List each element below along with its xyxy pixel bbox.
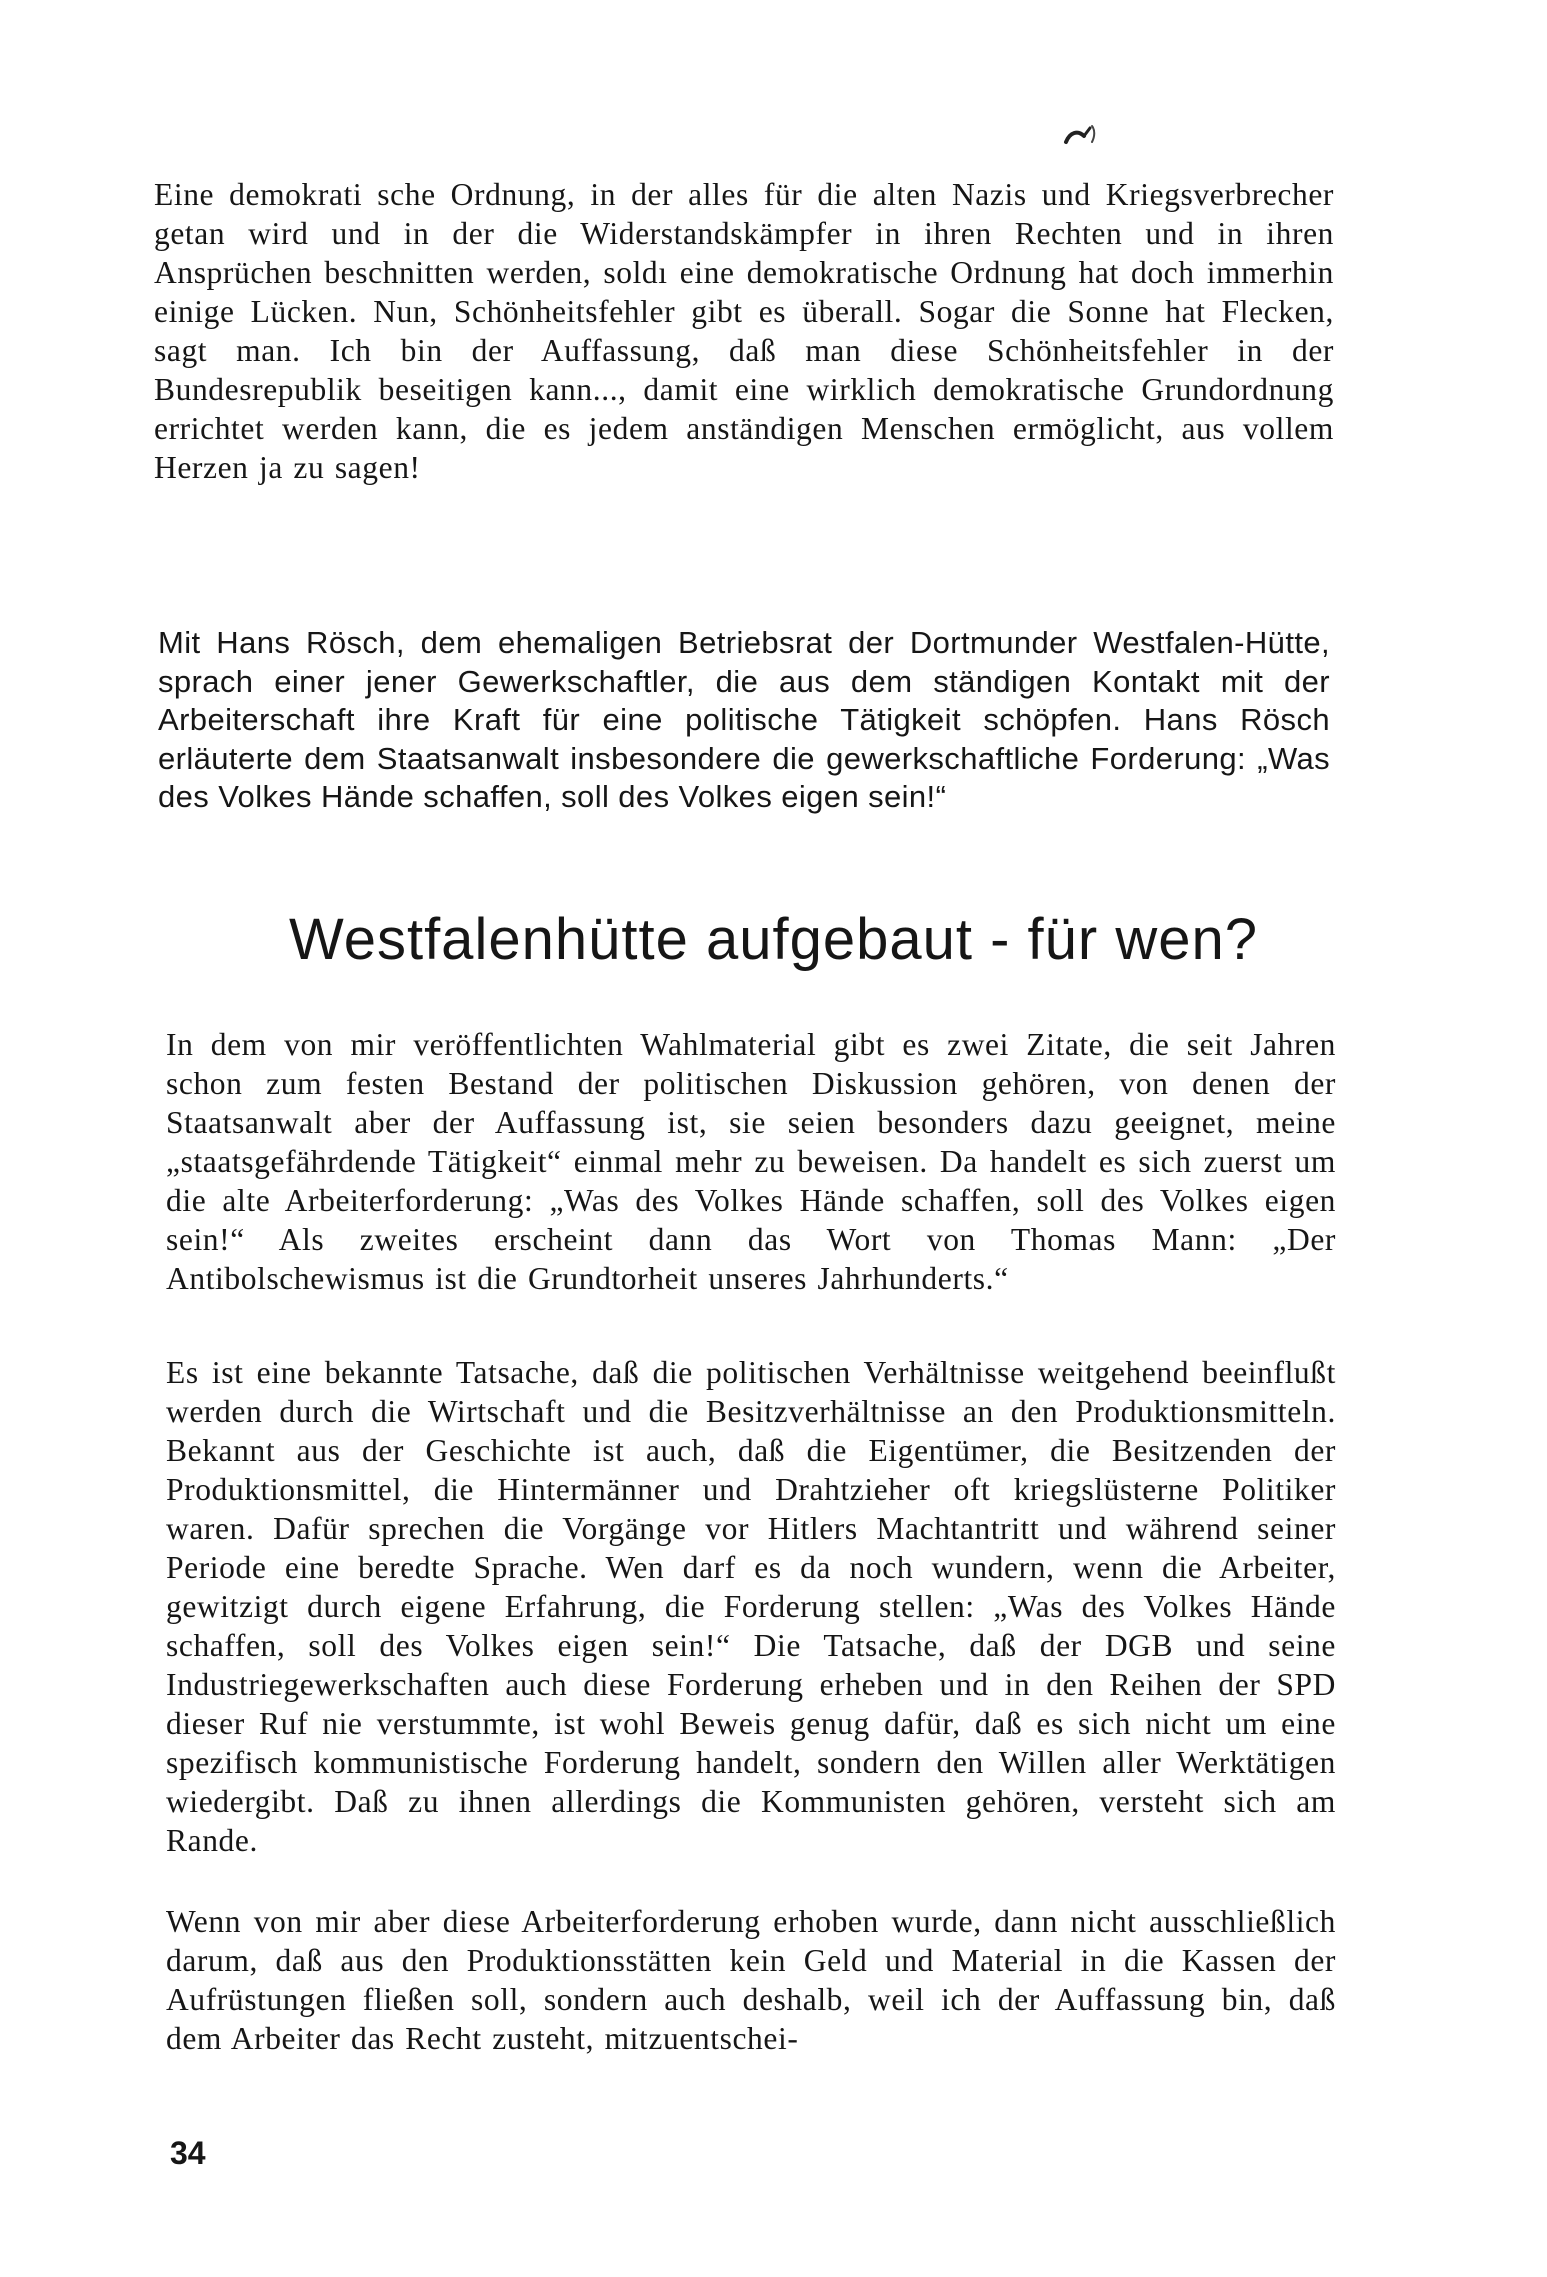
paragraph-wahlmaterial: In dem von mir veröffentlichten Wahlmaterial gibt es zwei Zitate, die seit Jahren schon zum festen Bestand der politischen Diskussion gehören, von denen der Staatsanwalt aber der Auffassung ist, sie seien besonders dazu geeignet, meine „staatsgefährdende Tätigkeit“ einmal mehr zu beweisen. Da handelt es sich zuerst um die alte Arbeiterforderung: „Was des Volkes Hände schaffen, soll des Volkes eigen sein!“ Als zweites erscheint dann das Wort von Thomas Mann: „Der Antibolschewismus ist die Grundtorheit unseres Jahrhunderts.“ [166,1027,1336,1296]
pen-mark-icon [1062,120,1102,150]
paragraph-roesch: Mit Hans Rösch, dem ehemaligen Betriebsrat der Dortmunder Westfalen-Hütte, sprach einer jener Gewerkschaftler, die aus dem ständigen Kontakt mit der Arbeiterschaft ihre Kraft für eine politische Tätigkeit schöpfen. Hans Rösch erläuterte dem Staatsanwalt insbesondere die gewerkschaftliche Forderung: „Was des Volkes Hände schaffen, soll des Volkes eigen sein!“ [158,625,1330,814]
page-number: 34 [170,2135,206,2171]
paragraph-intro: Eine demokrati sche Ordnung, in der alles für die alten Nazis und Kriegsverbrecher getan wird und in der die Widerstandskämpfer in ihren Rechten und in ihren Ansprüchen beschnitten werden, soldı eine demokratische Ordnung hat doch immerhin einige Lücken. Nun, Schönheitsfehler gibt es überall. Sogar die Sonne hat Flecken, sagt man. Ich bin der Auffassung, daß man diese Schönheitsfehler in der Bundesrepublik beseitigen kann..., damit eine wirklich demokratische Grundordnung errichtet werden kann, die es jedem anständigen Menschen ermöglicht, aus vollem Herzen ja zu sagen! [154,177,1334,485]
section-heading: Westfalenhütte aufgebaut - für wen? [289,907,1258,972]
paragraph-arbeiterforderung: Wenn von mir aber diese Arbeiterforderung erhoben wurde, dann nicht ausschließlich darum, daß aus den Produktionsstätten kein Geld und Material in die Kassen der Aufrüstungen fließen soll, sondern auch deshalb, weil ich der Auffassung bin, daß dem Arbeiter das Recht zusteht, mitzuentschei- [166,1904,1336,2056]
paragraph-tatsache: Es ist eine bekannte Tatsache, daß die politischen Verhältnisse weitgehend beeinflußt werden durch die Wirtschaft und die Besitzverhältnisse an den Produktionsmitteln. Bekannt aus der Geschichte ist auch, daß die Eigentümer, die Besitzenden der Produktionsmittel, die Hintermänner und Drahtzieher oft kriegslüsterne Politiker waren. Dafür sprechen die Vorgänge vor Hitlers Machtantritt und während seiner Periode eine beredte Sprache. Wen darf es da noch wundern, wenn die Arbeiter, gewitzigt durch eigene Erfahrung, die Forderung stellen: „Was des Volkes Hände schaffen, soll des Volkes eigen sein!“ Die Tatsache, daß der DGB und seine Industriegewerkschaften auch diese Forderung erheben und in den Reihen der SPD dieser Ruf nie verstummte, ist wohl Beweis genug dafür, daß es sich nicht um eine spezifisch kommunistische Forderung handelt, sondern den Willen aller Werktätigen wiedergibt. Daß zu ihnen allerdings die Kommunisten gehören, versteht sich am Rande. [166,1355,1336,1858]
